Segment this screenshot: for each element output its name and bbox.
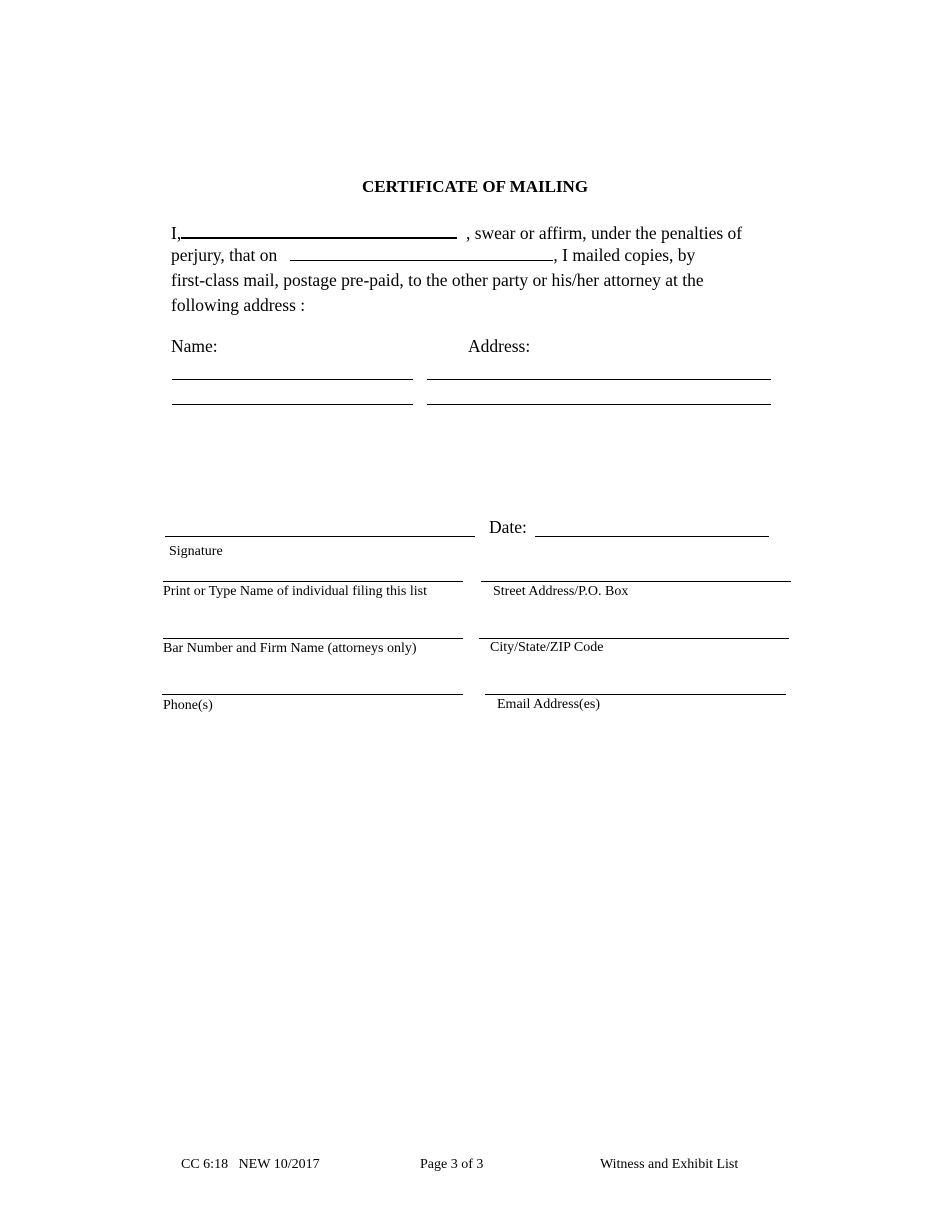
mailing-date-blank[interactable] <box>290 244 553 261</box>
mailed-text: , I mailed copies, by <box>553 245 696 265</box>
recipient-name-line-2[interactable] <box>172 404 413 405</box>
email-line[interactable] <box>485 694 786 695</box>
address-label: Address: <box>468 336 531 356</box>
recipient-name-line-1[interactable] <box>172 379 413 380</box>
street-address-label: Street Address/P.O. Box <box>493 584 629 599</box>
recipient-address-line-2[interactable] <box>427 404 771 405</box>
date-label: Date: <box>489 517 527 537</box>
paragraph-line-2 <box>171 244 695 266</box>
prefix-text: I, <box>171 223 182 243</box>
signature-line[interactable] <box>165 536 475 537</box>
perjury-text: perjury, that on <box>171 245 278 265</box>
page-title: CERTIFICATE OF MAILING <box>361 177 589 196</box>
street-address-line[interactable] <box>481 581 791 582</box>
footer-page-number: Page 3 of 3 <box>420 1157 484 1172</box>
city-state-zip-line[interactable] <box>479 638 789 639</box>
print-name-label: Print or Type Name of individual filing this list <box>163 584 427 599</box>
date-line[interactable] <box>535 536 769 537</box>
affiant-name-blank[interactable] <box>181 219 457 239</box>
recipient-address-line-1[interactable] <box>427 379 771 380</box>
swear-text: , swear or affirm, under the penalties of <box>465 223 743 243</box>
bar-number-label: Bar Number and Firm Name (attorneys only) <box>163 641 417 656</box>
paragraph-line-1 <box>171 219 742 244</box>
print-name-line[interactable] <box>163 581 463 582</box>
phone-label: Phone(s) <box>163 698 213 713</box>
footer-form-title: Witness and Exhibit List <box>600 1157 739 1172</box>
paragraph-line-4: following address : <box>171 295 306 315</box>
email-label: Email Address(es) <box>497 697 601 712</box>
signature-label: Signature <box>169 544 223 559</box>
phone-line[interactable] <box>162 694 463 695</box>
name-label: Name: <box>171 336 218 356</box>
bar-number-line[interactable] <box>163 638 463 639</box>
city-state-zip-label: City/State/ZIP Code <box>490 640 604 655</box>
paragraph-line-3: first-class mail, postage pre-paid, to the other party or his/her attorney at the <box>171 270 704 290</box>
footer-form-code: CC 6:18 NEW 10/2017 <box>181 1157 320 1172</box>
